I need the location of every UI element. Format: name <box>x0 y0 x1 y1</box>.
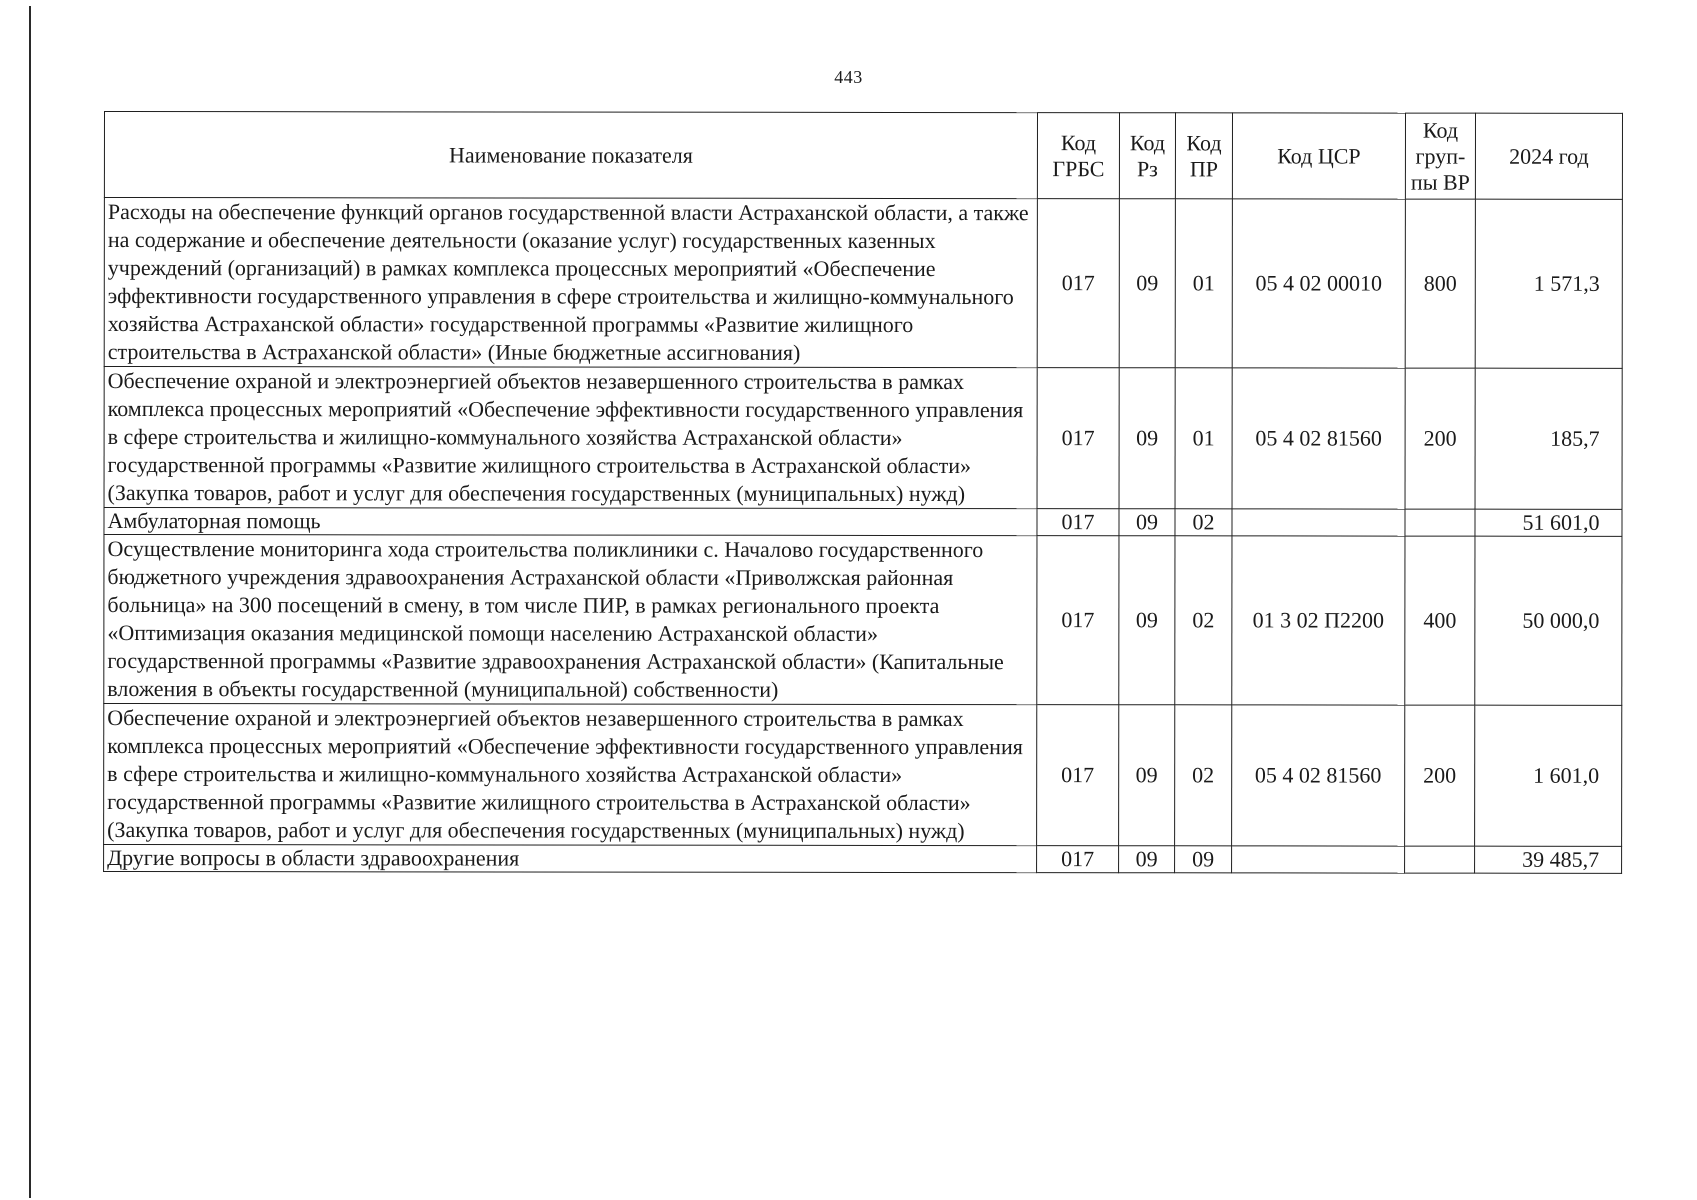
row-vr <box>1405 509 1475 536</box>
table-row <box>104 367 1622 510</box>
page-number: 443 <box>834 67 863 87</box>
table-header-row <box>104 112 1622 200</box>
row-name: Обеспечение охраной и электроэнергией объектов незавершенного строительства в рамках комплекса процессных мероприятий «Обеспечение эффективности государственного управления в сфере строительства и жилищно-коммунального хозяйства Астраханской области» государственной программы «Развитие жилищного строительства в Астраханской области» (Закупка товаров, работ и услуг для обеспечения государственных (муниципальных) нужд) <box>104 704 1037 846</box>
row-grbs: 017 <box>1037 509 1119 536</box>
row-grbs: 017 <box>1037 368 1119 509</box>
row-grbs: 017 <box>1037 536 1119 705</box>
budget-table <box>103 111 1623 874</box>
header-rz: Код Рз <box>1119 113 1175 199</box>
row-vr: 800 <box>1405 199 1475 368</box>
row-csr: 05 4 02 00010 <box>1232 199 1405 368</box>
row-csr <box>1232 846 1405 873</box>
row-grbs: 017 <box>1037 705 1119 846</box>
header-csr: Код ЦСР <box>1232 113 1405 199</box>
row-name: Амбулаторная помощь <box>104 508 1037 536</box>
table-row <box>104 508 1622 537</box>
row-grbs: 017 <box>1037 846 1119 873</box>
row-name: Осуществление мониторинга хода строительства поликлиники с. Началово государственного бюджетного учреждения здравоохранения Астраханской области «Приволжская районная больница» на 300 посещений в смену, в том числе ПИР, в рамках регионального проекта «Оптимизация оказания медицинской помощи населению Астраханской области» государственной программы «Развитие здравоохранения Астраханской области» (Капитальные вложения в объекты государственной (муниципальной) собственности) <box>104 535 1037 705</box>
row-name: Расходы на обеспечение функций органов государственной власти Астраханской области, а также на содержание и обеспечение деятельности (оказание услуг) государственных казенных учреждений (организаций) в рамках комплекса процессных мероприятий «Обеспечение эффективности государственного управления в сфере строительства и жилищно-коммунального хозяйства Астраханской области» государственной программы «Развитие жилищного строительства в Астраханской области» (Иные бюджетные ассигнования) <box>104 198 1037 368</box>
row-amount: 50 000,0 <box>1475 536 1622 705</box>
header-pr: Код ПР <box>1175 113 1232 199</box>
row-csr: 05 4 02 81560 <box>1232 705 1405 846</box>
row-name: Обеспечение охраной и электроэнергией объектов незавершенного строительства в рамках комплекса процессных мероприятий «Обеспечение эффективности государственного управления в сфере строительства и жилищно-коммунального хозяйства Астраханской области» государственной программы «Развитие жилищного строительства в Астраханской области» (Закупка товаров, работ и услуг для обеспечения государственных (муниципальных) нужд) <box>104 367 1037 509</box>
row-pr: 01 <box>1175 199 1232 368</box>
row-amount: 39 485,7 <box>1475 846 1622 873</box>
header-year: 2024 год <box>1475 113 1622 199</box>
header-vr: Код груп-пы ВР <box>1405 113 1475 199</box>
row-name: Другие вопросы в области здравоохранения <box>104 845 1037 873</box>
row-rz: 09 <box>1119 368 1175 509</box>
row-vr: 200 <box>1405 368 1475 509</box>
row-pr: 02 <box>1175 705 1232 846</box>
row-csr: 01 3 02 П2200 <box>1232 536 1405 705</box>
row-rz: 09 <box>1119 199 1175 368</box>
row-rz: 09 <box>1119 846 1175 873</box>
header-name: Наименование показателя <box>104 112 1037 199</box>
scan-edge-line <box>29 6 31 1198</box>
row-pr: 02 <box>1175 509 1232 536</box>
row-vr <box>1405 846 1475 873</box>
row-csr: 05 4 02 81560 <box>1232 368 1405 509</box>
table-row <box>104 845 1622 874</box>
row-csr <box>1232 509 1405 536</box>
row-rz: 09 <box>1119 705 1175 846</box>
row-rz: 09 <box>1119 536 1175 705</box>
row-amount: 1 571,3 <box>1475 199 1622 368</box>
row-vr: 400 <box>1405 536 1475 705</box>
row-amount: 1 601,0 <box>1475 705 1622 846</box>
header-grbs: Код ГРБС <box>1037 113 1119 199</box>
table-row <box>104 535 1622 706</box>
table-row <box>104 198 1622 369</box>
row-amount: 185,7 <box>1475 368 1622 509</box>
row-rz: 09 <box>1119 509 1175 536</box>
row-pr: 02 <box>1175 536 1232 705</box>
row-amount: 51 601,0 <box>1475 509 1622 536</box>
table-row <box>104 704 1622 847</box>
row-pr: 09 <box>1175 846 1232 873</box>
row-pr: 01 <box>1175 368 1232 509</box>
row-vr: 200 <box>1405 705 1475 846</box>
row-grbs: 017 <box>1037 199 1119 368</box>
